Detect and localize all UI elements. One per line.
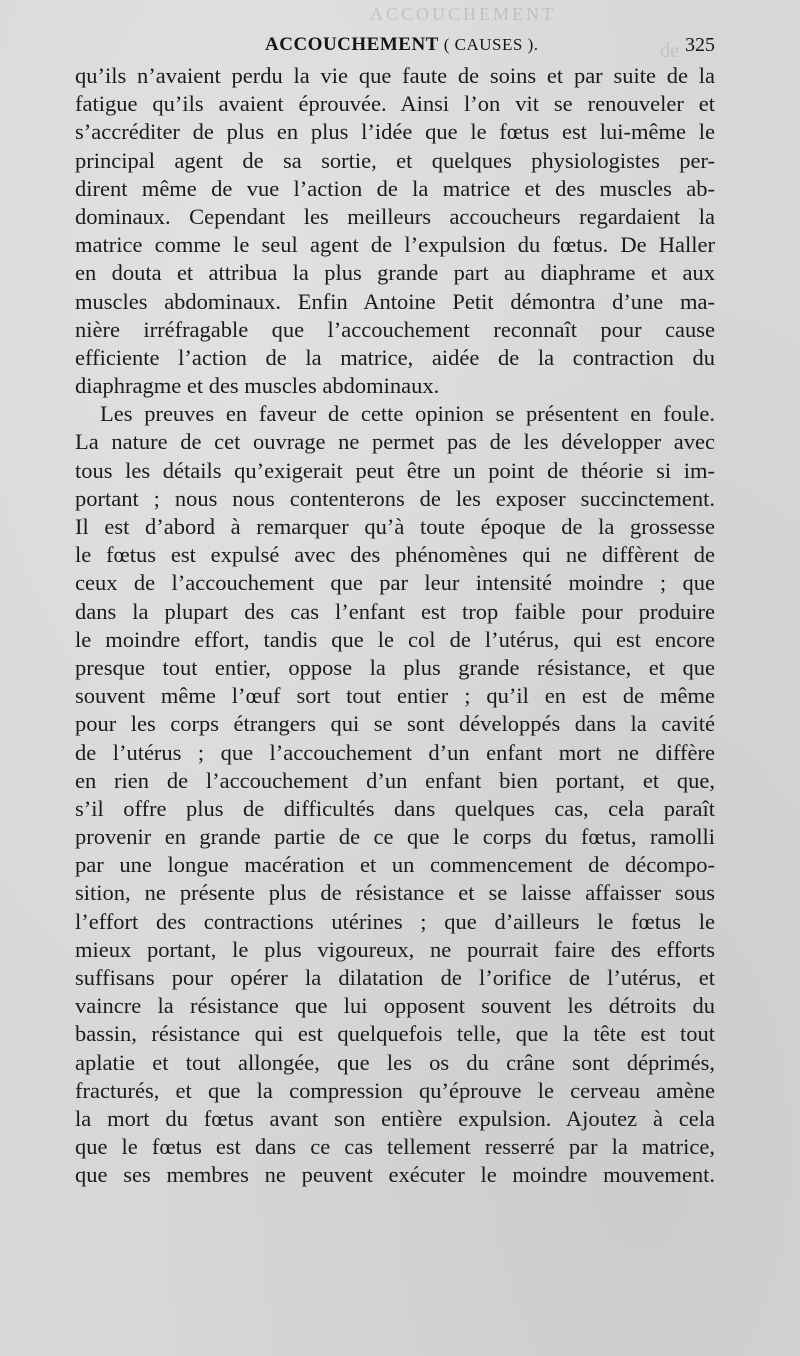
text-line: la mort du fœtus avant son entière expulsion. Ajoutez à cela	[75, 1105, 715, 1131]
paragraph-start-line: Les preuves en faveur de cette opinion se présentent en foule.	[100, 401, 715, 427]
text-line: ceux de l’accouchement que par leur intensité moindre ; que	[75, 570, 715, 596]
text-line: de l’utérus ; que l’accouchement d’un enfant mort ne diffère	[75, 739, 715, 765]
running-head-subtitle: ( CAUSES ).	[443, 35, 539, 54]
page-header	[75, 34, 715, 62]
text-line: mieux portant, le plus vigoureux, ne pourrait faire des efforts	[75, 936, 715, 962]
text-line: portant ; nous nous contenterons de les exposer succinctement.	[75, 485, 715, 511]
text-line: muscles abdominaux. Enfin Antoine Petit démontra d’une ma-	[75, 288, 715, 314]
text-line: le moindre effort, tandis que le col de l’utérus, qui est encore	[75, 626, 715, 652]
text-line: principal agent de sa sortie, et quelques physiologistes per-	[75, 147, 715, 173]
text-line: efficiente l’action de la matrice, aidée de la contraction du	[75, 344, 715, 370]
text-line: matrice comme le seul agent de l’expulsion du fœtus. De Haller	[75, 232, 715, 258]
text-line: tous les détails qu’exigerait peut être un point de théorie si im-	[75, 457, 715, 483]
text-line: pour les corps étrangers qui se sont développés dans la cavité	[75, 711, 715, 737]
page-number: 325	[685, 34, 715, 56]
text-line: fatigue qu’ils avaient éprouvée. Ainsi l’on vit se renouveler et	[75, 91, 715, 117]
text-line: par une longue macération et un commencement de décompo-	[75, 852, 715, 878]
text-line: nière irréfragable que l’accouchement reconnaît pour cause	[75, 316, 715, 342]
text-line: provenir en grande partie de ce que le corps du fœtus, ramolli	[75, 824, 715, 850]
text-line: fracturés, et que la compression qu’éprouve le cerveau amène	[75, 1077, 715, 1103]
text-line: bassin, résistance qui est quelquefois telle, que la tête est tout	[75, 1021, 715, 1047]
text-line: souvent même l’œuf sort tout entier ; qu’il en est de même	[75, 683, 715, 709]
text-line: qu’ils n’avaient perdu la vie que faute de soins et par suite de la	[75, 63, 715, 88]
text-line: dominaux. Cependant les meilleurs accoucheurs regardaient la	[75, 203, 715, 229]
text-line: s’accréditer de plus en plus l’idée que le fœtus est lui-même le	[75, 119, 715, 145]
text-line: en douta et attribua la plus grande part au diaphrame et aux	[75, 260, 715, 286]
text-line: vaincre la résistance que lui opposent souvent les détroits du	[75, 993, 715, 1019]
text-line: l’effort des contractions utérines ; que d’ailleurs le fœtus le	[75, 908, 715, 934]
text-line: La nature de cet ouvrage ne permet pas de les développer avec	[75, 429, 715, 455]
text-line: aplatie et tout allongée, que les os du crâne sont déprimés,	[75, 1049, 715, 1075]
text-line: sition, ne présente plus de résistance et se laisse affaisser sous	[75, 880, 715, 906]
text-line: dirent même de vue l’action de la matrice et des muscles ab-	[75, 175, 715, 201]
running-head	[265, 34, 539, 56]
text-line: le fœtus est expulsé avec des phénomènes qui ne diffèrent de	[75, 542, 715, 568]
text-line: que le fœtus est dans ce cas tellement resserré par la matrice,	[75, 1134, 715, 1160]
text-line: que ses membres ne peuvent exécuter le moindre mouvement.	[75, 1162, 715, 1188]
text-line: presque tout entier, oppose la plus grande résistance, et que	[75, 654, 715, 680]
text-line: dans la plupart des cas l’enfant est trop faible pour produire	[75, 598, 715, 624]
body-text	[75, 62, 715, 1190]
text-line: s’il offre plus de difficultés dans quelques cas, cela paraît	[75, 795, 715, 821]
bleed-through-text-right: de	[660, 40, 679, 62]
text-line: suffisans pour opérer la dilatation de l’orifice de l’utérus, et	[75, 965, 715, 990]
paragraph-end-line: diaphragme et des muscles abdominaux.	[75, 373, 440, 399]
text-line: Il est d’abord à remarquer qu’à toute époque de la grossesse	[75, 514, 715, 539]
bleed-through-text: ACCOUCHEMENT	[370, 4, 557, 24]
text-line: en rien de l’accouchement d’un enfant bien portant, et que,	[75, 767, 715, 793]
running-head-title: ACCOUCHEMENT	[265, 34, 439, 55]
